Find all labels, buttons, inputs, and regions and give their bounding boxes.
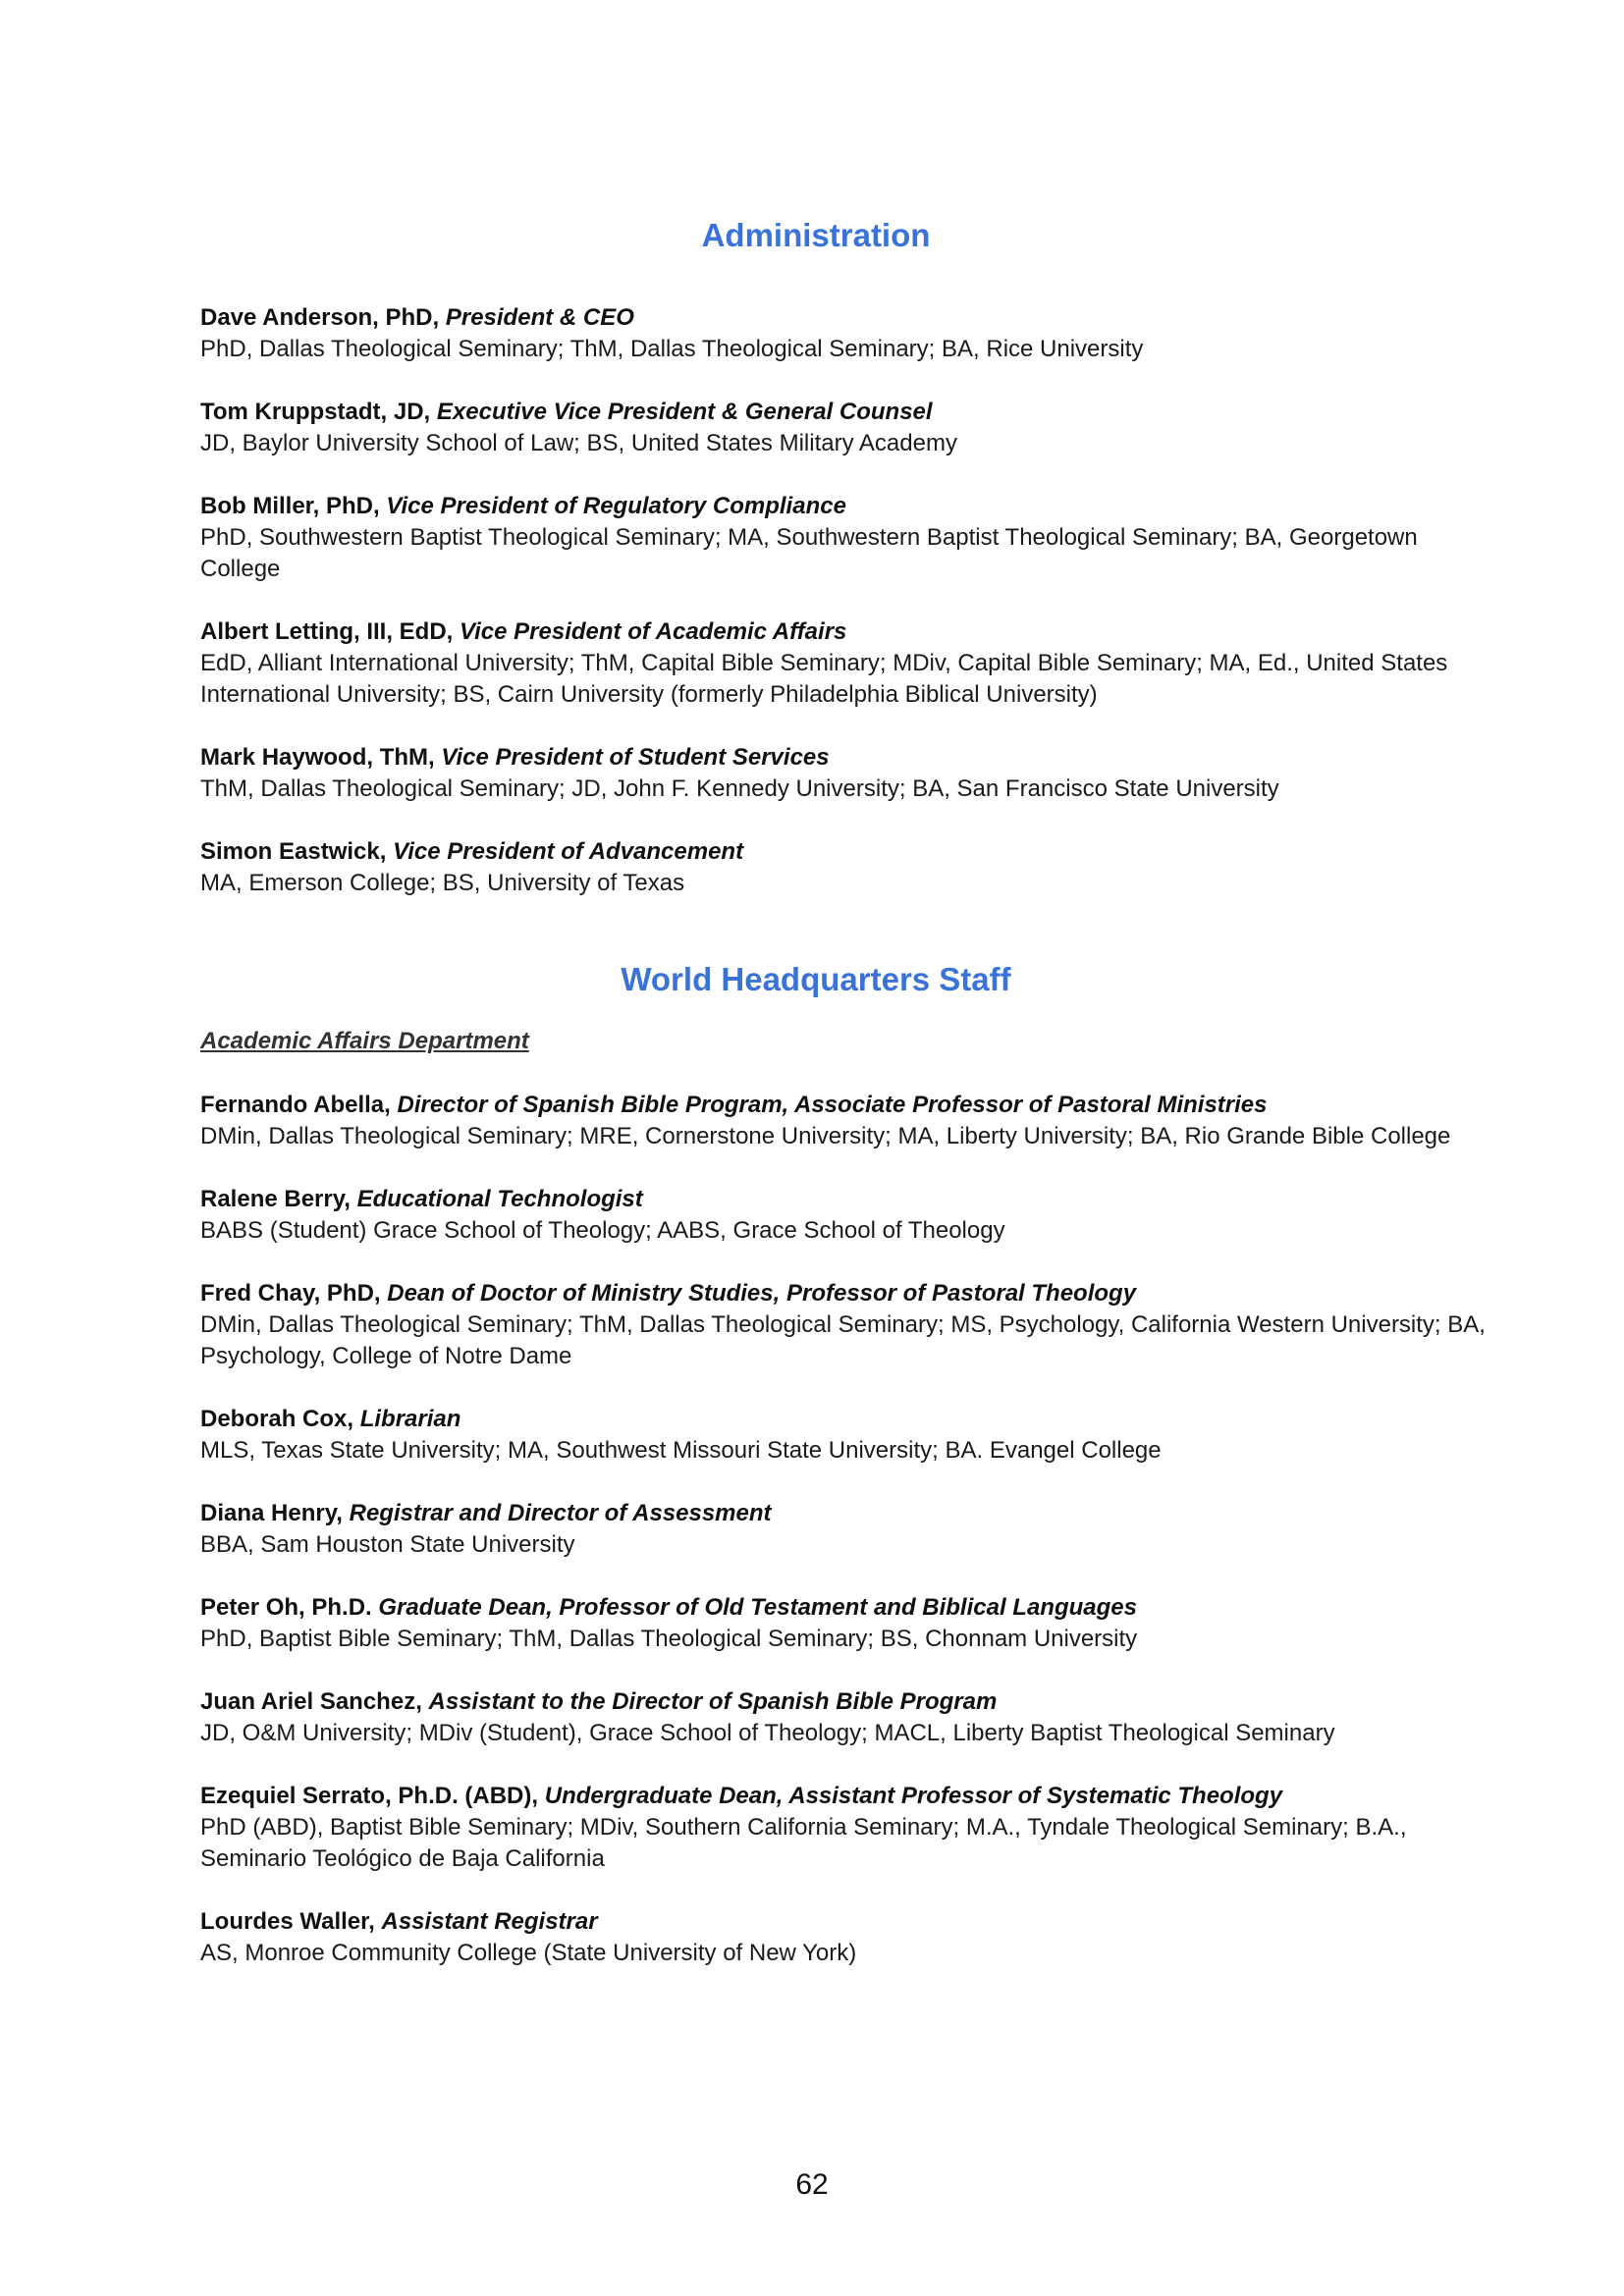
staff-title: Educational Technologist [356,1186,643,1212]
staff-title: Graduate Dean, Professor of Old Testament and Biblical Languages [378,1594,1137,1621]
staff-title: Librarian [359,1406,461,1432]
staff-name: Fred Chay, PhD, [200,1280,381,1307]
staff-credentials: DMin, Dallas Theological Seminary; ThM, Dallas Theological Seminary; MS, Psychology, California Western University; BA, Psychology, College of Notre Dame [200,1311,1486,1369]
staff-name: Peter Oh, Ph.D. [200,1594,372,1621]
staff-title: Vice President of Advancement [393,838,744,865]
staff-title: Vice President of Student Services [441,744,830,771]
staff-name: Fernando Abella, [200,1092,391,1118]
staff-entry [200,1592,1506,1655]
administration-list [200,302,1506,899]
staff-title: Registrar and Director of Assessment [349,1500,772,1526]
page-number: 62 [795,2168,829,2201]
staff-credentials: MLS, Texas State University; MA, Southwest Missouri State University; BA. Evangel College [200,1437,1162,1464]
staff-entry [200,397,1506,459]
staff-entry-header [200,742,1506,774]
staff-entry [200,616,1506,711]
staff-credentials: BBA, Sam Houston State University [200,1531,575,1558]
staff-entry-header [200,1592,1506,1624]
staff-credentials: AS, Monroe Community College (State University of New York) [200,1940,857,1966]
staff-name: Deborah Cox, [200,1406,354,1432]
staff-entry [200,1278,1506,1372]
staff-entry-header [200,1498,1506,1529]
staff-title: Dean of Doctor of Ministry Studies, Professor of Pastoral Theology [387,1280,1137,1307]
staff-name: Juan Ariel Sanchez, [200,1688,422,1715]
staff-entry-header [200,1906,1506,1938]
staff-title: Director of Spanish Bible Program, Associate Professor of Pastoral Ministries [397,1092,1268,1118]
world-headquarters-heading: World Headquarters Staff [621,961,1011,997]
staff-name: Simon Eastwick, [200,838,387,865]
staff-entry-header [200,302,1506,334]
staff-title: Assistant to the Director of Spanish Bible Program [428,1688,998,1715]
staff-name: Mark Haywood, ThM, [200,744,435,771]
staff-title: Executive Vice President & General Counsel [436,399,933,425]
staff-entry-header [200,1781,1506,1812]
staff-name: Bob Miller, PhD, [200,493,380,519]
staff-credentials: ThM, Dallas Theological Seminary; JD, John F. Kennedy University; BA, San Francisco State University [200,775,1279,802]
staff-name: Albert Letting, III, EdD, [200,618,454,645]
staff-name: Dave Anderson, PhD, [200,304,440,331]
staff-entry [200,1184,1506,1247]
staff-entry [200,1686,1506,1749]
staff-entry-header [200,1090,1506,1121]
staff-credentials: JD, O&M University; MDiv (Student), Grace School of Theology; MACL, Liberty Baptist Theological Seminary [200,1720,1335,1746]
staff-entry-header [200,1686,1506,1718]
staff-title: Undergraduate Dean, Assistant Professor of Systematic Theology [544,1783,1283,1809]
staff-title: Vice President of Academic Affairs [460,618,847,645]
staff-name: Diana Henry, [200,1500,343,1526]
staff-title: Vice President of Regulatory Compliance [386,493,846,519]
staff-credentials: PhD (ABD), Baptist Bible Seminary; MDiv, Southern California Seminary; M.A., Tyndale Theological Seminary; B.A., Seminario Teológico de Baja California [200,1814,1407,1872]
staff-entry [200,302,1506,365]
staff-credentials: BABS (Student) Grace School of Theology; AABS, Grace School of Theology [200,1217,1005,1244]
staff-entry [200,1781,1506,1875]
staff-credentials: EdD, Alliant International University; ThM, Capital Bible Seminary; MDiv, Capital Bible Seminary; MA, Ed., United States International University; BS, Cairn University (formerly Philadelphia Biblical University) [200,650,1448,708]
staff-credentials: PhD, Dallas Theological Seminary; ThM, Dallas Theological Seminary; BA, Rice University [200,336,1144,362]
staff-name: Tom Kruppstadt, JD, [200,399,431,425]
staff-credentials: MA, Emerson College; BS, University of Texas [200,870,685,896]
staff-entry-header [200,1184,1506,1215]
staff-entry-header [200,1404,1506,1435]
staff-entry-header [200,1278,1506,1309]
staff-entry [200,1090,1506,1152]
staff-entry [200,836,1506,899]
staff-list [200,1090,1506,1969]
administration-heading: Administration [701,217,931,253]
staff-name: Ralene Berry, [200,1186,351,1212]
staff-entry-header [200,836,1506,868]
staff-entry-header [200,616,1506,648]
staff-name: Ezequiel Serrato, Ph.D. (ABD), [200,1783,539,1809]
page-content [200,216,1506,2001]
staff-entry [200,1498,1506,1561]
department-heading: Academic Affairs Department [200,1028,529,1054]
staff-credentials: JD, Baylor University School of Law; BS, United States Military Academy [200,430,957,456]
staff-title: Assistant Registrar [381,1908,598,1935]
staff-entry [200,1906,1506,1969]
staff-title: President & CEO [445,304,634,331]
staff-entry-header [200,397,1506,428]
staff-credentials: DMin, Dallas Theological Seminary; MRE, Cornerstone University; MA, Liberty University; BA, Rio Grande Bible College [200,1123,1451,1149]
staff-entry [200,1404,1506,1467]
staff-entry [200,491,1506,585]
staff-credentials: PhD, Baptist Bible Seminary; ThM, Dallas Theological Seminary; BS, Chonnam University [200,1626,1138,1652]
staff-entry [200,742,1506,805]
staff-entry-header [200,491,1506,522]
staff-name: Lourdes Waller, [200,1908,375,1935]
staff-credentials: PhD, Southwestern Baptist Theological Seminary; MA, Southwestern Baptist Theological Seminary; BA, Georgetown College [200,524,1418,582]
